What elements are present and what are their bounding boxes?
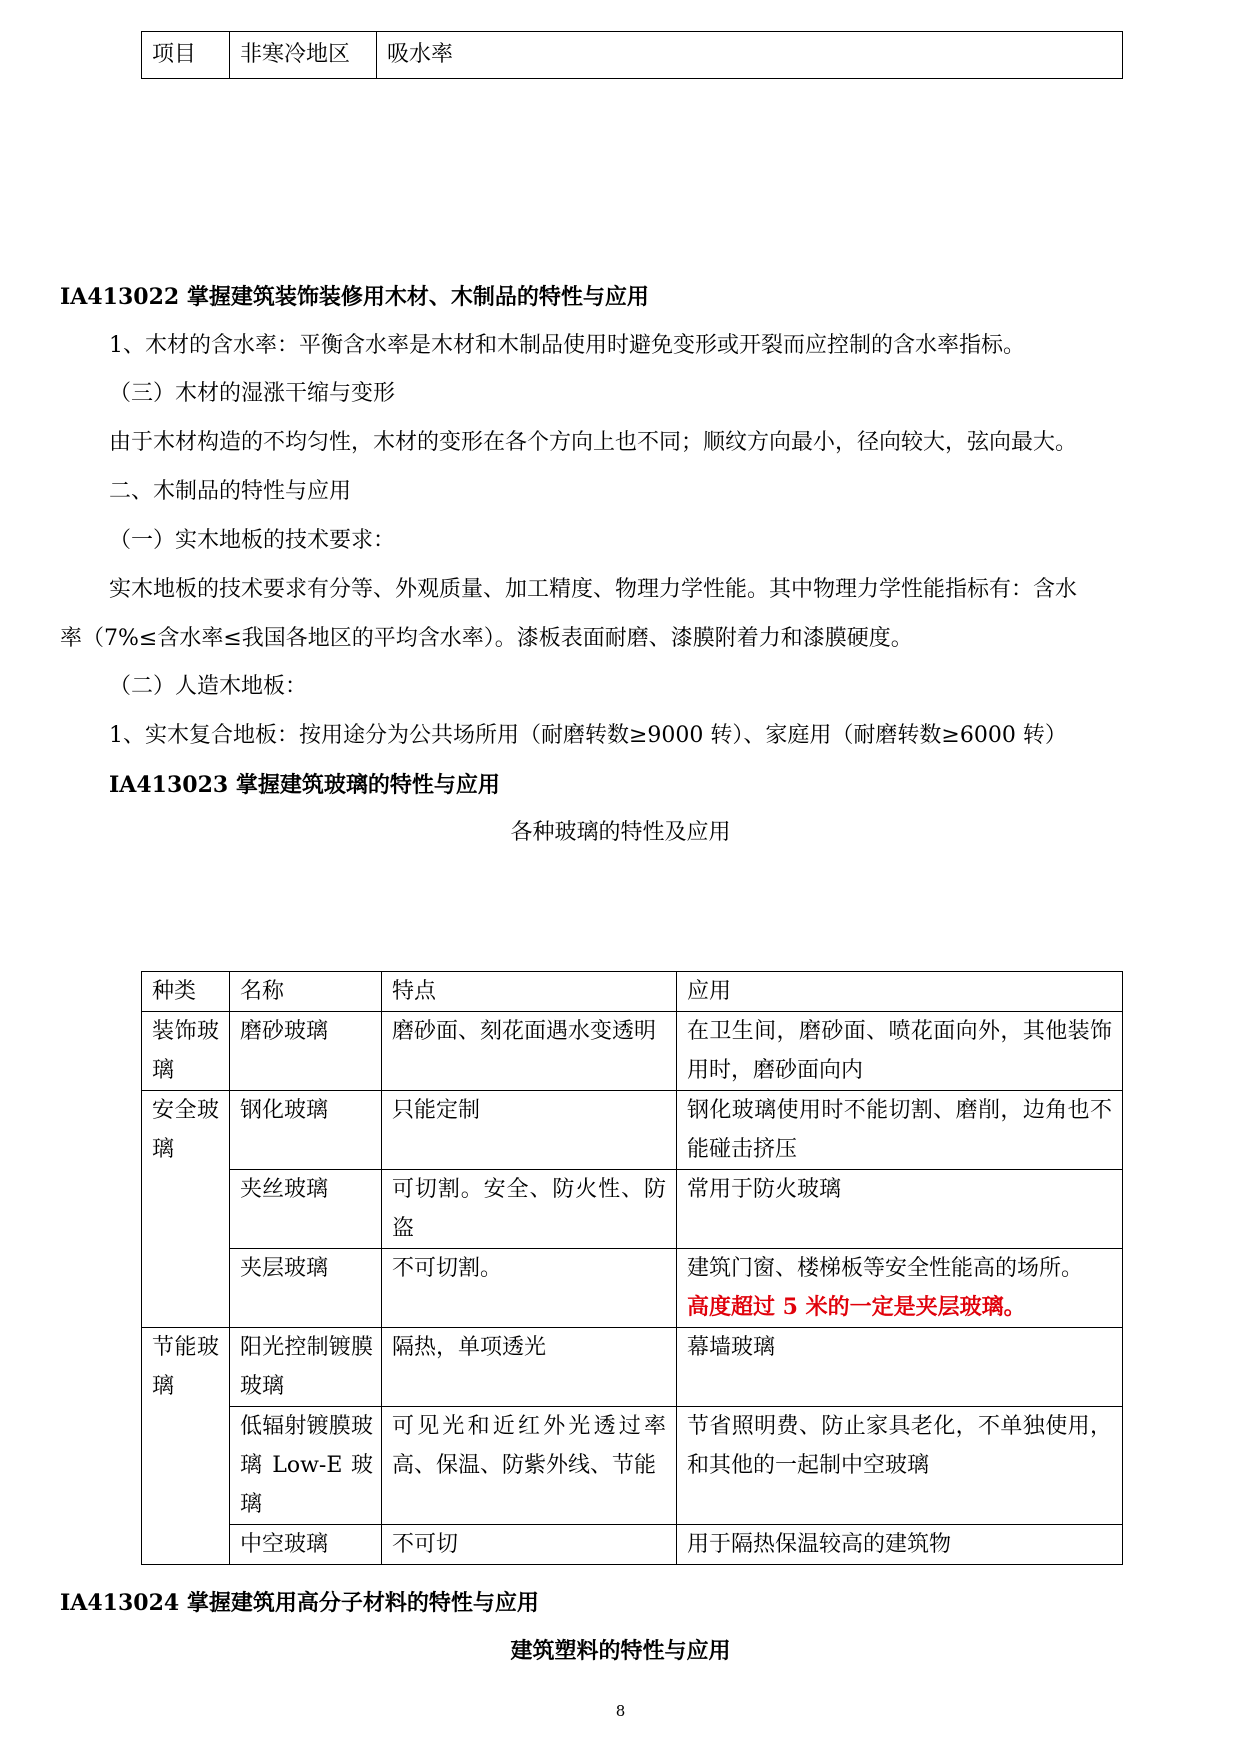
table-title: 建筑塑料的特性与应用 [510,1638,731,1664]
page-number: 8 [615,1702,626,1720]
category-cell: 装饰玻璃 [142,1012,230,1091]
feature-cell: 只能定制 [382,1091,677,1170]
table-title: 各种玻璃的特性及应用 [510,820,731,845]
application-cell: 钢化玻璃使用时不能切割、磨削，边角也不能碰击挤压 [677,1091,1123,1170]
paragraph: 二、木制品的特性与应用 [109,479,352,504]
paragraph: 1、实木复合地板：按用途分为公共场所用（耐磨转数≥9000 转）、家庭用（耐磨转数≥6000 转） [109,723,1067,748]
feature-cell: 不可切 [382,1525,677,1565]
application-cell [677,1249,1123,1328]
header-cell: 应用 [677,972,1123,1012]
table-row [142,1249,1123,1328]
paragraph: （二）人造木地板： [109,674,308,699]
feature-cell: 隔热，单项透光 [382,1328,677,1407]
name-cell: 磨砂玻璃 [230,1012,382,1091]
table-row [142,1407,1123,1525]
header-cell: 名称 [230,972,382,1012]
table-row [142,1328,1123,1407]
table-cell: 项目 [142,32,230,79]
feature-cell: 可切割。安全、防火性、防盗 [382,1170,677,1249]
feature-cell: 不可切割。 [382,1249,677,1328]
header-cell: 种类 [142,972,230,1012]
table-cell: 非寒冷地区 [230,32,377,79]
application-cell: 幕墙玻璃 [677,1328,1123,1407]
table-row [142,1525,1123,1565]
name-cell: 夹层玻璃 [230,1249,382,1328]
header-cell: 特点 [382,972,677,1012]
paragraph: 由于木材构造的不均匀性，木材的变形在各个方向上也不同；顺纹方向最小，径向较大，弦向最大。 [109,430,1078,455]
application-cell: 在卫生间，磨砂面、喷花面向外，其他装饰用时，磨砂面向内 [677,1012,1123,1091]
section-heading-polymer: IA413024 掌握建筑用高分子材料的特性与应用 [60,1590,539,1616]
paragraph: 1、木材的含水率：平衡含水率是木材和木制品使用时避免变形或开裂而应控制的含水率指标。 [109,333,1026,358]
name-cell: 夹丝玻璃 [230,1170,382,1249]
category-cell: 安全玻璃 [142,1091,230,1328]
table-row [142,1091,1123,1170]
glass-table [141,971,1123,1565]
application-cell: 节省照明费、防止家具老化，不单独使用，和其他的一起制中空玻璃 [677,1407,1123,1525]
paragraph: （一）实木地板的技术要求： [109,528,396,553]
paragraph: 实木地板的技术要求有分等、外观质量、加工精度、物理力学性能。其中物理力学性能指标有：含水 [109,577,1078,602]
application-cell: 常用于防火玻璃 [677,1170,1123,1249]
paragraph: 率（7%≤含水率≤我国各地区的平均含水率）。漆板表面耐磨、漆膜附着力和漆膜硬度。 [60,626,913,651]
table-header-row [142,972,1123,1012]
section-heading-wood: IA413022 掌握建筑装饰装修用木材、木制品的特性与应用 [60,284,649,310]
application-text: 建筑门窗、楼梯板等安全性能高的场所。 [687,1256,1084,1281]
section-heading-glass: IA413023 掌握建筑玻璃的特性与应用 [109,772,500,798]
name-cell: 阳光控制镀膜玻璃 [230,1328,382,1407]
table-row [142,1012,1123,1091]
category-cell: 节能玻璃 [142,1328,230,1565]
table-row [142,32,1123,79]
feature-cell: 磨砂面、刻花面遇水变透明 [382,1012,677,1091]
table-row [142,1170,1123,1249]
name-cell: 钢化玻璃 [230,1091,382,1170]
table-cell: 吸水率 [377,32,1123,79]
name-cell: 低辐射镀膜玻璃 Low-E 玻璃 [230,1407,382,1525]
highlight-note: 高度超过 5 米的一定是夹层玻璃。 [687,1294,1026,1320]
top-table [141,31,1123,79]
paragraph: （三）木材的湿涨干缩与变形 [109,381,396,406]
application-cell: 用于隔热保温较高的建筑物 [677,1525,1123,1565]
name-cell: 中空玻璃 [230,1525,382,1565]
feature-cell: 可见光和近红外光透过率高、保温、防紫外线、节能 [382,1407,677,1525]
